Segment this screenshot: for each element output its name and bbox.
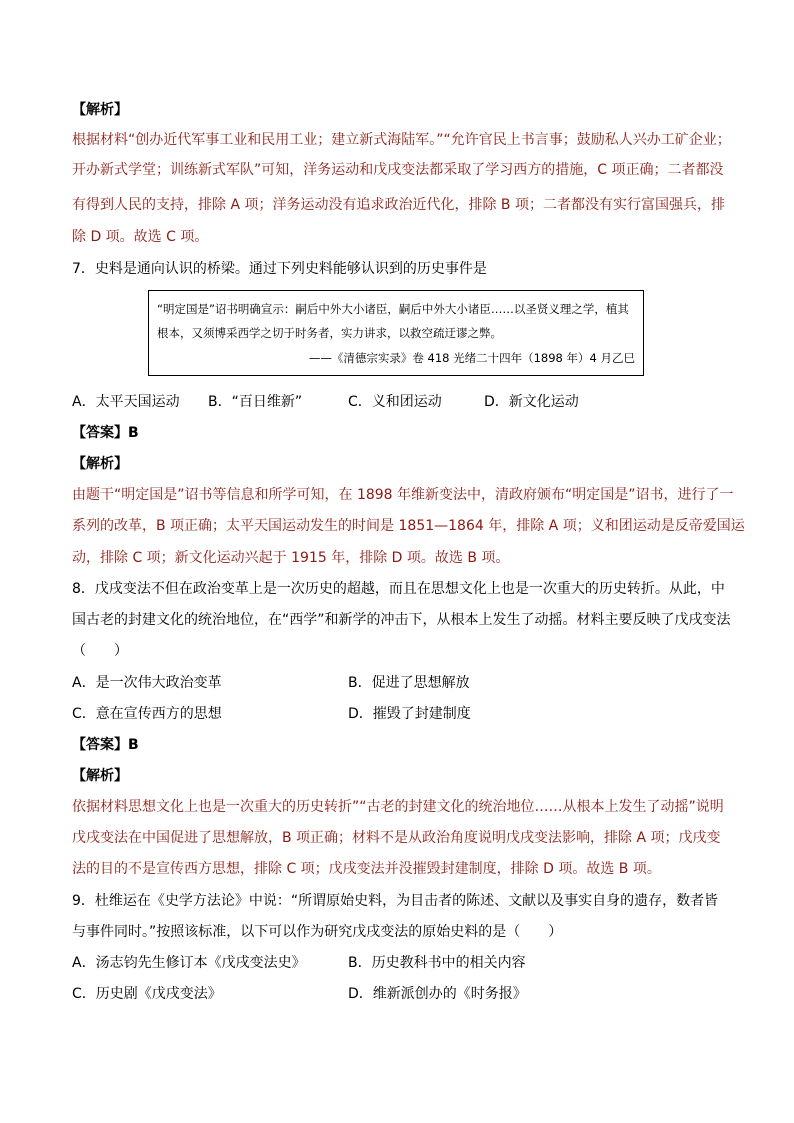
- q6-jiexi-label: 【解析】: [72, 102, 128, 118]
- q7-option-b: B．“百日维新”: [208, 394, 303, 410]
- q7-jiexi-line: 由题干“明定国是”诏书等信息和所学可知，在 1898 年维新变法中，清政府颁布“明定国是”诏书，进行了一: [72, 487, 734, 503]
- q7-quote-source: ——《清德宗实录》卷 418 光绪二十四年（1898 年）4 月乙巳: [308, 351, 635, 365]
- q6-jiexi-line: 除 D 项。故选 C 项。: [72, 229, 209, 245]
- q8-option-d: D．摧毁了封建制度: [348, 706, 471, 722]
- q8-jiexi-line: 依据材料思想文化上也是一次重大的历史转折”“古老的封建文化的统治地位……从根本上发生了动摇”说明: [72, 799, 724, 815]
- q9-option-c: C．历史剧《戊戌变法》: [72, 986, 222, 1002]
- q7-answer: 【答案】B: [72, 425, 139, 441]
- q8-option-a: A．是一次伟大政治变革: [72, 675, 222, 691]
- q9-option-b: B．历史教科书中的相关内容: [348, 955, 526, 971]
- q9-option-a: A．汤志钧先生修订本《戊戌变法史》: [72, 955, 306, 971]
- q7-option-d: D．新文化运动: [484, 394, 579, 410]
- q9-stem-line: 与事件同时。”按照该标准，以下可以作为研究戊戌变法的原始史料的是（ ）: [72, 924, 563, 940]
- q8-jiexi-line: 法的目的不是宣传西方思想，排除 C 项；戊戌变法并没摧毁封建制度，排除 D 项。故选 B 项。: [72, 861, 661, 877]
- q6-jiexi-line: 开办新式学堂；训练新式军队”可知，洋务运动和戊戌变法都采取了学习西方的措施，C 项正确；二者都没: [72, 162, 724, 178]
- q6-jiexi-line: 根据材料“创办近代军事工业和民用工业；建立新式海陆军。”“允许官民上书言事；鼓励私人兴办工矿企业；: [72, 132, 731, 148]
- q9-stem-line: 9．杜维运在《史学方法论》中说：“所谓原始史料，为目击者的陈述、文献以及事实自身的遗存，数者皆: [72, 893, 719, 909]
- q7-option-a: A．太平天国运动: [72, 394, 180, 410]
- q7-quote-box: [148, 290, 644, 376]
- q7-stem: 7．史料是通向认识的桥梁。通过下列史料能够认识到的历史事件是: [72, 261, 487, 277]
- q9-option-d: D．维新派创办的《时务报》: [348, 986, 527, 1002]
- q7-option-c: C．义和团运动: [348, 394, 442, 410]
- q6-jiexi-line: 有得到人民的支持，排除 A 项；洋务运动没有追求政治近代化，排除 B 项；二者都没有实行富国强兵，排: [72, 197, 725, 213]
- q8-option-c: C．意在宣传西方的思想: [72, 706, 222, 722]
- q8-stem-line: （ ）: [72, 643, 128, 659]
- q8-stem-line: 国古老的封建文化的统治地位，在“西学”和新学的冲击下，从根本上发生了动摇。材料主要反映了戊戌变法: [72, 612, 731, 628]
- q8-option-b: B．促进了思想解放: [348, 675, 470, 691]
- q8-answer: 【答案】B: [72, 737, 139, 753]
- q7-quote-line: “明定国是”诏书明确宣示：嗣后中外大小诸臣，嗣后中外大小诸臣……以圣贤义理之学，植其: [157, 302, 629, 316]
- q7-jiexi-line: 动，排除 C 项；新文化运动兴起于 1915 年，排除 D 项。故选 B 项。: [72, 550, 510, 566]
- q8-jiexi-label: 【解析】: [72, 768, 128, 784]
- q7-quote-line: 根本，又须博采西学之切于时务者，实力讲求，以救空疏迂谬之弊。: [157, 326, 502, 340]
- q8-stem-line: 8．戊戌变法不但在政治变革上是一次历史的超越，而且在思想文化上也是一次重大的历史转折。从此，中: [72, 581, 725, 597]
- q8-jiexi-line: 戊戌变法在中国促进了思想解放，B 项正确；材料不是从政治角度说明戊戌变法影响，排除 A 项；戊戌变: [72, 830, 721, 846]
- q7-jiexi-line: 系列的改革，B 项正确；太平天国运动发生的时间是 1851—1864 年，排除 A 项；义和团运动是反帝爱国运: [72, 518, 745, 534]
- q7-jiexi-label: 【解析】: [72, 456, 128, 472]
